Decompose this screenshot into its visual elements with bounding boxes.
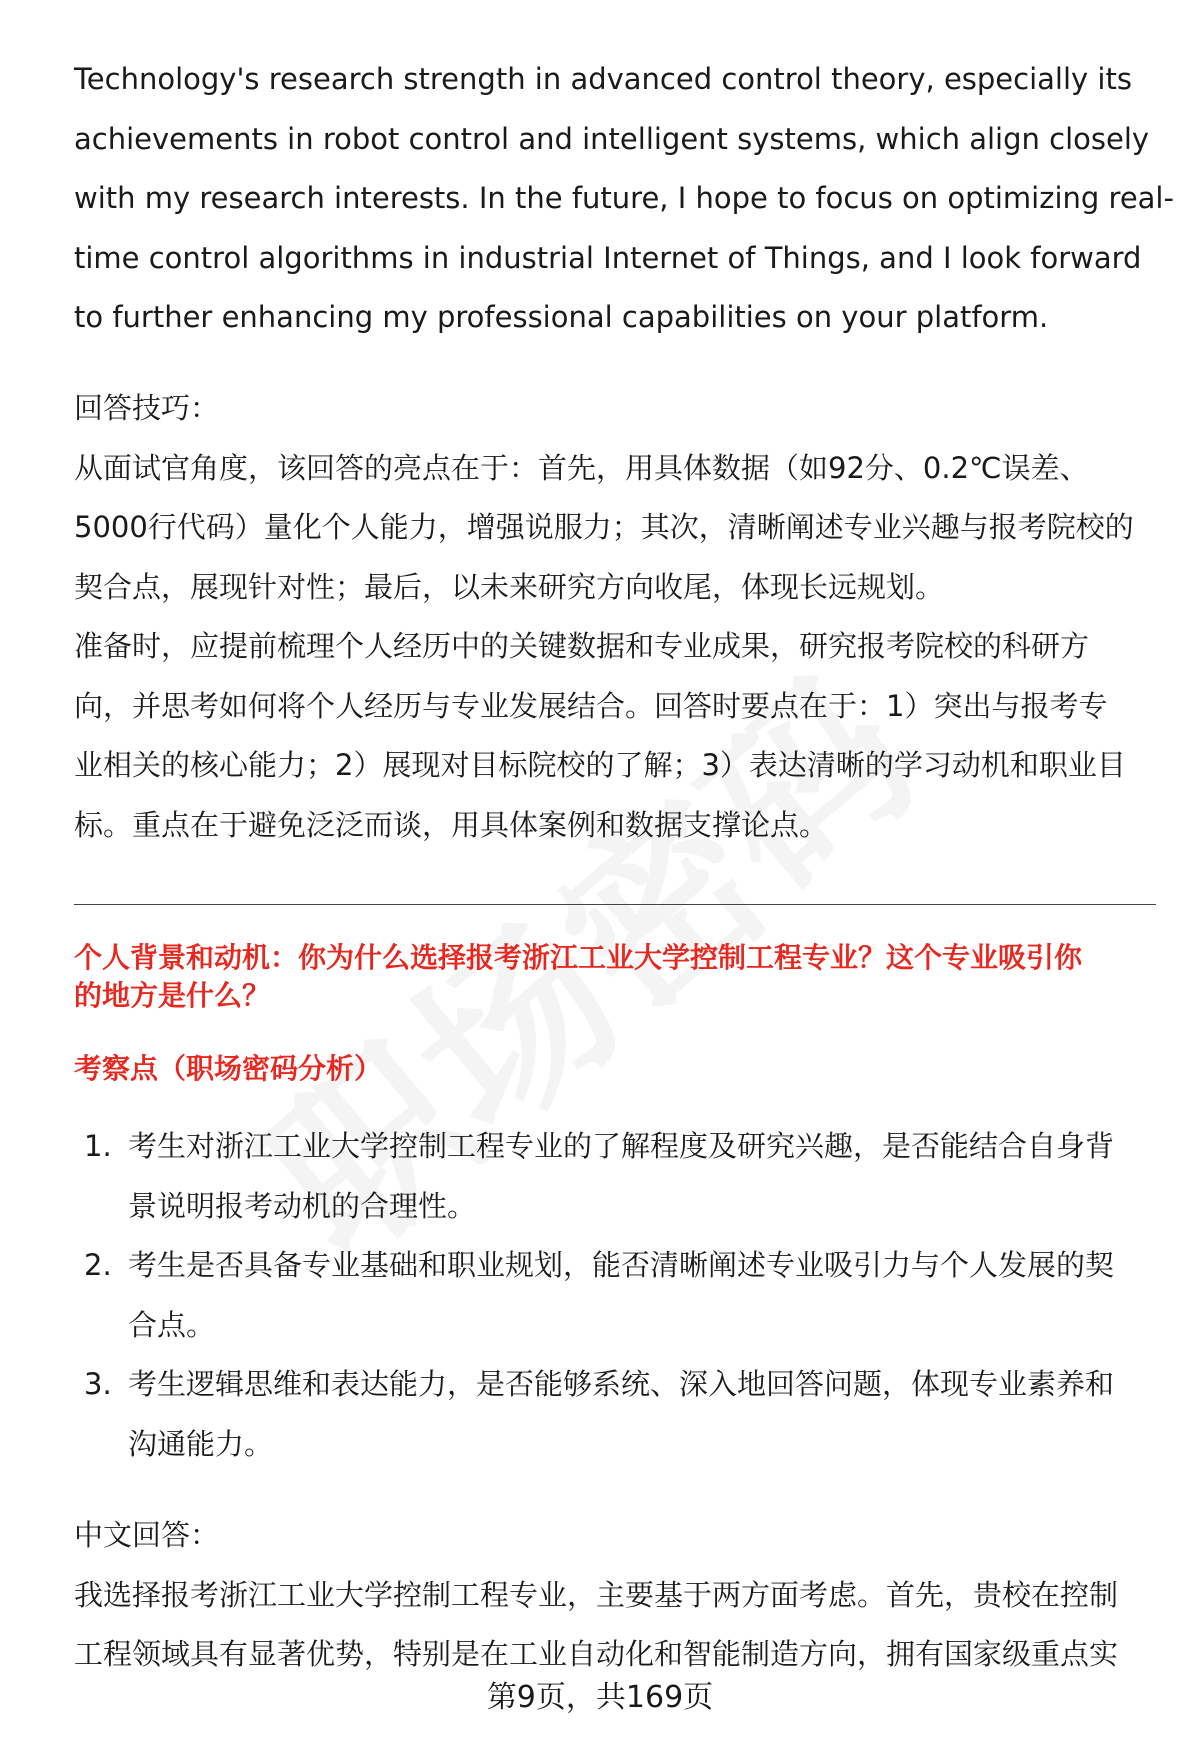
list-number: 3. [84,1367,112,1401]
text-line: 考生逻辑思维和表达能力，是否能够系统、深入地回答问题，体现专业素养和 [128,1367,1115,1401]
text-line: achievements in robot control and intelligent systems, which align closely [74,121,1150,156]
text-line: 景说明报考动机的合理性。 [128,1188,477,1223]
text-line: 我选择报考浙江工业大学控制工程专业，主要基于两方面考虑。首先，贵校在控制 [74,1577,1119,1612]
question-heading [74,939,1164,1015]
text-line: 工程领域具有显著优势，特别是在工业自动化和智能制造方向，拥有国家级重点实 [74,1637,1119,1671]
text-line: 沟通能力。 [128,1426,274,1461]
analysis-list [74,1117,1164,1474]
list-item [74,1236,1164,1355]
analysis-title [74,1050,1164,1088]
chinese-answer-label: 中文回答： [74,1518,220,1552]
list-item [74,1355,1164,1474]
text-line: 合点。 [128,1307,216,1342]
tips-label: 回答技巧： [74,391,220,425]
text-line: 5000行代码）量化个人能力，增强说服力；其次，清晰阐述专业兴趣与报考院校的 [74,510,1134,544]
tips-section [74,379,1164,855]
page-number: 第9页，共169页 [486,1680,714,1715]
text-line: with my research interests. In the future, I hope to focus on optimizing real- [74,181,1174,215]
text-line: 准备时，应提前梳理个人经历中的关键数据和专业成果，研究报考院校的科研方 [74,629,1090,663]
chinese-answer [74,1506,1164,1685]
text-line: 的地方是什么？ [74,979,271,1012]
english-answer [74,50,1174,348]
text-line: to further enhancing my professional capabilities on your platform. [74,300,1049,334]
list-number: 1. [84,1129,112,1163]
text-line: 向，并思考如何将个人经历与专业发展结合。回答时要点在于：1）突出与报考专 [74,688,1108,723]
text-line: 个人背景和动机：你为什么选择报考浙江工业大学控制工程专业？这个专业吸引你 [74,941,1083,974]
text-line: 业相关的核心能力；2）展现对目标院校的了解；3）表达清晰的学习动机和职业目 [74,748,1126,782]
list-item [74,1117,1164,1236]
text-line: 从面试官角度，该回答的亮点在于：首先，用具体数据（如92分、0.2℃误差、 [74,450,1089,485]
text-line: 考生对浙江工业大学控制工程专业的了解程度及研究兴趣，是否能结合自身背 [128,1129,1115,1163]
divider [74,904,1156,905]
list-number: 2. [84,1248,112,1282]
text-line: 契合点，展现针对性；最后，以未来研究方向收尾，体现长远规划。 [74,569,945,604]
text-line: time control algorithms in industrial Internet of Things, and I look forward [74,240,1142,275]
text-line: 考察点（职场密码分析） [74,1052,383,1085]
text-line: 考生是否具备专业基础和职业规划，能否清晰阐述专业吸引力与个人发展的契 [128,1248,1115,1282]
text-line: 标。重点在于避免泛泛而谈，用具体案例和数据支撑论点。 [74,807,829,842]
text-line: Technology's research strength in advanced control theory, especially its [74,62,1132,96]
